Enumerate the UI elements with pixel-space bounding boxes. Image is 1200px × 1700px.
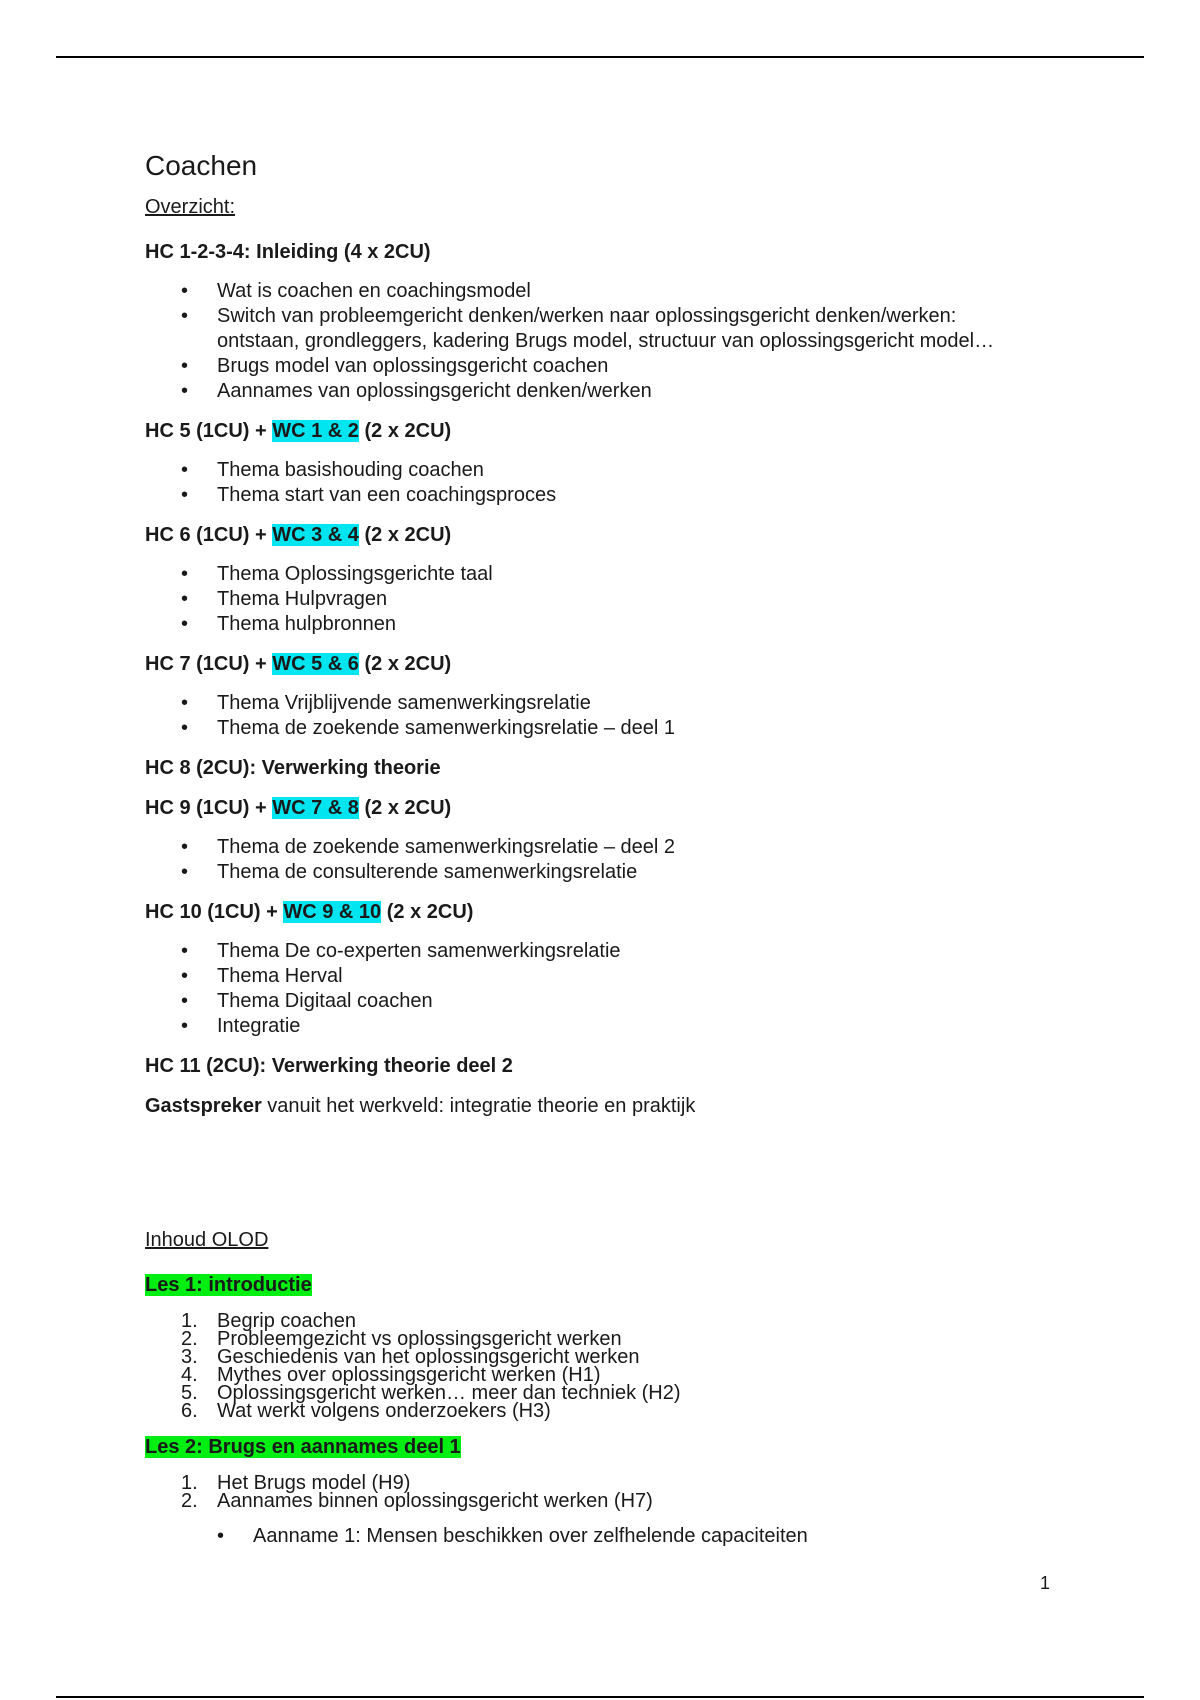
list-number: 2.	[181, 1490, 198, 1512]
document-title: Coachen	[145, 150, 258, 181]
list-item-line: ontstaan, grondleggers, kadering Brugs model, structuur van oplossingsgericht model…	[217, 330, 995, 352]
section-heading-text: HC 5 (1CU) +	[145, 420, 273, 442]
list-item-text: Mythes over oplossingsgericht werken (H1)	[217, 1364, 601, 1386]
guest-speaker-text: vanuit het werkveld: integratie theorie en praktijk	[261, 1095, 696, 1117]
list-number: 1.	[181, 1472, 198, 1494]
list-item: • Thema Oplossingsgerichte taal	[145, 562, 1045, 587]
section-heading	[145, 239, 1045, 265]
lesson-title: Les 1: introductie	[145, 1274, 312, 1296]
section-heading-text: HC 8 (2CU): Verwerking theorie	[145, 757, 441, 779]
list-item-text: Geschiedenis van het oplossingsgericht werken	[217, 1346, 640, 1368]
lesson-title: Les 2: Brugs en aannames deel 1	[145, 1436, 461, 1458]
list-item-text: Probleemgezicht vs oplossingsgericht werken	[217, 1328, 622, 1350]
list-item: • Thema Herval	[145, 964, 1045, 989]
section-heading	[145, 795, 1045, 821]
section-heading-text: (2 x 2CU)	[358, 797, 452, 819]
section-heading	[145, 899, 1045, 925]
highlighted-label: WC 3 & 4	[272, 524, 359, 546]
bullet-list	[145, 835, 1045, 885]
list-item: • Aannames van oplossingsgericht denken/werken	[145, 379, 1045, 404]
list-item	[145, 1402, 1045, 1420]
numbered-list	[145, 1312, 1045, 1420]
list-item-text: Aannames binnen oplossingsgericht werken (H7)	[217, 1490, 653, 1512]
bullet-list	[145, 458, 1045, 508]
section-heading-text: (2 x 2CU)	[358, 524, 452, 546]
list-number: 2.	[181, 1328, 198, 1350]
header-rule	[56, 56, 1144, 58]
section-heading-text: HC 10 (1CU) +	[145, 901, 284, 923]
list-item: • Thema Hulpvragen	[145, 587, 1045, 612]
bullet-list	[145, 939, 1045, 1039]
list-item	[145, 304, 1045, 354]
section-heading-text: HC 9 (1CU) +	[145, 797, 273, 819]
numbered-list	[145, 1474, 1045, 1510]
list-item: • Thema hulpbronnen	[145, 612, 1045, 637]
list-item-text: Het Brugs model (H9)	[217, 1472, 411, 1494]
list-item: • Aanname 1: Mensen beschikken over zelfhelende capaciteiten	[145, 1524, 1045, 1549]
section-heading	[145, 755, 1045, 781]
list-item-text: Oplossingsgericht werken… meer dan techniek (H2)	[217, 1382, 681, 1404]
list-item	[145, 1492, 1045, 1510]
list-number: 4.	[181, 1364, 198, 1386]
list-item: • Thema de zoekende samenwerkingsrelatie – deel 2	[145, 835, 1045, 860]
list-number: 3.	[181, 1346, 198, 1368]
bullet-list	[145, 562, 1045, 637]
list-item: • Thema de zoekende samenwerkingsrelatie – deel 1	[145, 716, 1045, 741]
bullet-list	[145, 691, 1045, 741]
page-number: 1	[1040, 1573, 1051, 1593]
list-item-text: Wat werkt volgens onderzoekers (H3)	[217, 1400, 551, 1422]
section-heading	[145, 1053, 1045, 1079]
list-number: 1.	[181, 1310, 198, 1332]
list-item: • Wat is coachen en coachingsmodel	[145, 279, 1045, 304]
spacer	[145, 1133, 1045, 1229]
highlighted-label: WC 1 & 2	[272, 420, 359, 442]
section-heading	[145, 522, 1045, 548]
sub-bullet-list	[145, 1524, 1045, 1549]
list-number: 5.	[181, 1382, 198, 1404]
list-item: • Integratie	[145, 1014, 1045, 1039]
bullet-list	[145, 279, 1045, 404]
section-heading-text: HC 6 (1CU) +	[145, 524, 273, 546]
lesson-heading	[145, 1434, 1045, 1460]
section-heading-text: (2 x 2CU)	[381, 901, 474, 923]
lesson-heading	[145, 1272, 1045, 1298]
section-heading	[145, 651, 1045, 677]
list-item: • Thema start van een coachingsproces	[145, 483, 1045, 508]
list-item-line: • Switch van probleemgericht denken/werken naar oplossingsgericht denken/werken:	[217, 305, 957, 327]
guest-speaker-paragraph	[145, 1093, 1045, 1119]
highlighted-label: WC 9 & 10	[283, 901, 382, 923]
overview-heading: Overzicht:	[145, 196, 236, 218]
section-heading-text: HC 11 (2CU): Verwerking theorie deel 2	[145, 1055, 513, 1077]
list-item: • Thema de consulterende samenwerkingsrelatie	[145, 860, 1045, 885]
section-heading-text: (2 x 2CU)	[358, 653, 452, 675]
list-item: • Thema Digitaal coachen	[145, 989, 1045, 1014]
document-page	[145, 145, 1045, 1549]
guest-speaker-bold: Gastspreker	[145, 1095, 262, 1117]
list-item: • Thema basishouding coachen	[145, 458, 1045, 483]
section-heading-text: (2 x 2CU)	[358, 420, 452, 442]
highlighted-label: WC 7 & 8	[272, 797, 359, 819]
list-item: • Thema De co-experten samenwerkingsrelatie	[145, 939, 1045, 964]
section-heading-text: HC 7 (1CU) +	[145, 653, 273, 675]
section-heading	[145, 418, 1045, 444]
list-item-text: Begrip coachen	[217, 1310, 356, 1332]
content-heading: Inhoud OLOD	[145, 1229, 269, 1251]
list-number: 6.	[181, 1400, 198, 1422]
section-heading-text: HC 1-2-3-4: Inleiding (4 x 2CU)	[145, 241, 431, 263]
footer-rule	[56, 1696, 1144, 1698]
highlighted-label: WC 5 & 6	[272, 653, 359, 675]
list-item: • Brugs model van oplossingsgericht coachen	[145, 354, 1045, 379]
list-item: • Thema Vrijblijvende samenwerkingsrelatie	[145, 691, 1045, 716]
